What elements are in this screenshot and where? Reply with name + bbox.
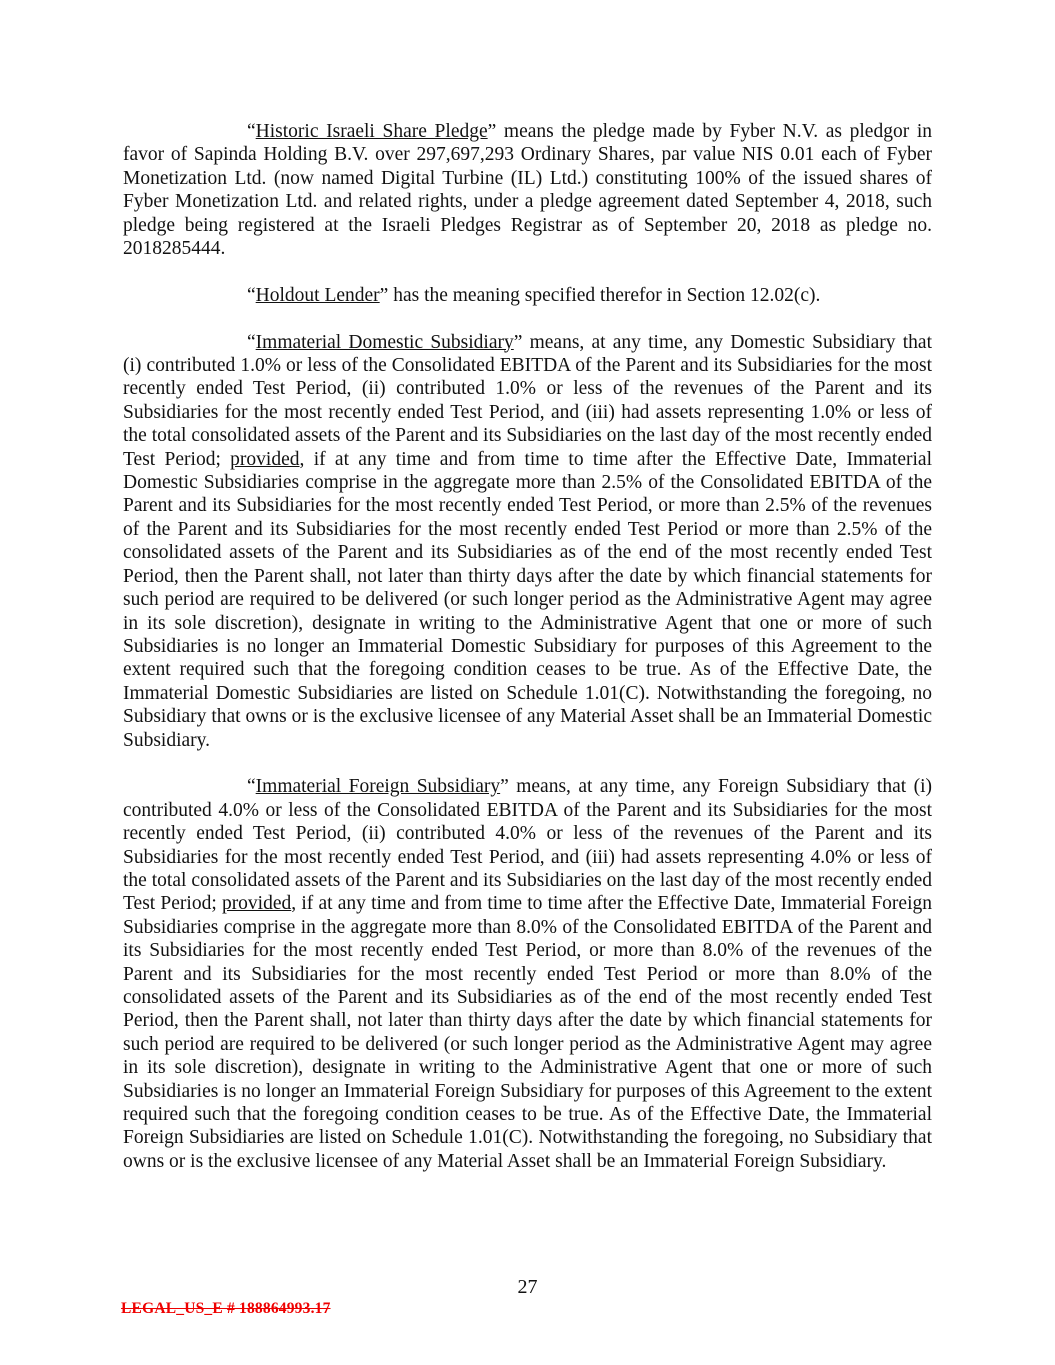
definition-text: ” means, at any time, any Foreign Subsidiary that (i) contributed 4.0% or less of the Consolidated EBITDA of the Parent and its Subsidiaries for the most recently ended Test Period, (ii) contributed 4.0% or less of the revenues of the Parent and its Subsidiaries for the most recently ended Test Period, and (iii) had assets representing 4.0% or less of the total consolidated assets of the Parent and its Subsidiaries on the last day of the most recently ended Test Period; [123,776,932,915]
defined-term-immaterial-foreign-subsidiary: Immaterial Foreign Subsidiary [255,776,501,798]
definition-text: ” has the meaning specified therefor in Section 12.02(c). [379,284,821,306]
definition-text: , if at any time and from time to time after the Effective Date, Immaterial Foreign Subsidiaries comprise in the aggregate more than 8.0% of the Consolidated EBITDA of the Parent and its Subsidiaries for the most recently ended Test Period, or more than 8.0% of the revenues of the Parent and its Subsidiaries for the most recently ended Test Period or more than 8.0% of the consolidated assets of the Parent and its Subsidiaries as of the end of the most recently ended Test Period, then the Parent shall, not later than thirty days after the date by which financial statements for such period are required to be delivered (or such longer period as the Administrative Agent may agree in its sole discretion), designate in writing to the Administrative Agent that one or more of such Subsidiaries is no longer an Immaterial Foreign Subsidiary for purposes of this Agreement to the extent required such that the foregoing condition ceases to be true. As of the Effective Date, the Immaterial Foreign Subsidiaries are listed on Schedule 1.01(C). Notwithstanding the foregoing, no Subsidiary that owns or is the exclusive licensee of any Material Asset shall be an Immaterial Foreign Subsidiary. [123,893,932,1172]
defined-term-historic-israeli-share-pledge: Historic Israeli Share Pledge [255,121,488,142]
defined-term-holdout-lender: Holdout Lender [255,284,380,306]
page-number: 27 [517,1276,538,1298]
open-quote: “ [247,776,256,798]
paragraph-holdout-lender [123,284,932,307]
definition-text: , if at any time and from time to time after the Effective Date, Immaterial Domestic Subsidiaries comprise in the aggregate more than 2.5% of the Consolidated EBITDA of the Parent and its Subsidiaries for the most recently ended Test Period, or more than 2.5% of the revenues of the Parent and its Subsidiaries for the most recently ended Test Period or more than 2.5% of the consolidated assets of the Parent and its Subsidiaries as of the end of the most recently ended Test Period, then the Parent shall, not later than thirty days after the date by which financial statements for such period are required to be delivered (or such longer period as the Administrative Agent may agree in its sole discretion), designate in writing to the Administrative Agent that one or more of such Subsidiaries is no longer an Immaterial Domestic Subsidiary for purposes of this Agreement to the extent required such that the foregoing condition ceases to be true. As of the Effective Date, the Immaterial Domestic Subsidiaries are listed on Schedule 1.01(C). Notwithstanding the foregoing, no Subsidiary that owns or is the exclusive licensee of any Material Asset shall be an Immaterial Domestic Subsidiary. [123,448,932,751]
legal-doc-id-stamp: LEGAL_US_E # 188864993.17 [121,1300,331,1317]
definition-text: ” means the pledge made by Fyber N.V. as pledgor in favor of Sapinda Holding B.V. over 297,697,293 Ordinary Shares, par value NIS 0.01 each of Fyber Monetization Ltd. (now named Digital Turbine (IL) Ltd.) constituting 100% of the issued shares of Fyber Monetization Ltd. and related rights, under a pledge agreement dated September 4, 2018, such pledge being registered at the Israeli Pledges Registrar as of September 20, 2018 as pledge no. 2018285444. [123,121,932,260]
open-quote: “ [247,331,256,353]
defined-term-immaterial-domestic-subsidiary: Immaterial Domestic Subsidiary [255,331,514,353]
proviso-term-provided: provided [230,448,300,470]
paragraph-immaterial-foreign-subsidiary [123,775,932,1173]
definition-text: ” means, at any time, any Domestic Subsidiary that (i) contributed 1.0% or less of the Consolidated EBITDA of the Parent and its Subsidiaries for the most recently ended Test Period, (ii) contributed 1.0% or less of the revenues of the Parent and its Subsidiaries for the most recently ended Test Period, and (iii) had assets representing 1.0% or less of the total consolidated assets of the Parent and its Subsidiaries on the last day of the most recently ended Test Period; [123,331,932,470]
open-quote: “ [247,284,256,306]
document-body [123,120,932,1173]
paragraph-historic-israeli-share-pledge [123,120,932,260]
proviso-term-provided: provided [221,893,292,915]
open-quote: “ [247,121,256,142]
paragraph-immaterial-domestic-subsidiary [123,331,932,752]
